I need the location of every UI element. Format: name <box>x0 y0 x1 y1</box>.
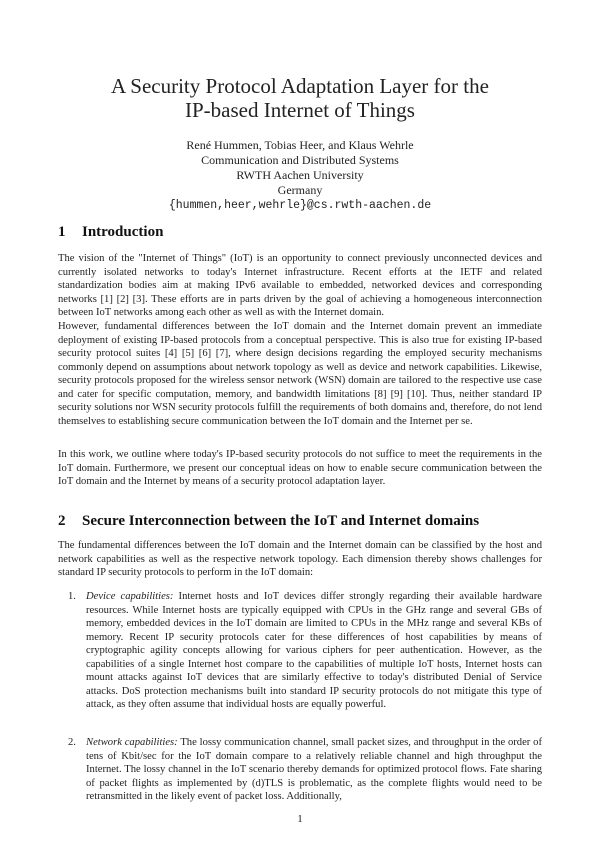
list-marker: 1. <box>68 591 76 602</box>
section-2-title: Secure Interconnection between the IoT and Internet domains <box>82 513 480 529</box>
section-1-heading <box>58 223 163 241</box>
author-email: {hummen,heer,wehrle}@cs.rwth-aachen.de <box>168 199 432 212</box>
section-2-heading <box>58 512 479 530</box>
author-university: RWTH Aachen University <box>236 168 364 182</box>
section-1-number: 1 <box>58 224 66 240</box>
page-number: 1 <box>297 813 303 825</box>
list-item-network-capabilities <box>68 736 542 804</box>
list-item-term: Network capabilities: <box>86 737 178 748</box>
list-item-text: Internet hosts and IoT devices differ strongly regarding their available hardware resources. While Internet hosts are typically equipped with CPUs in the GHz range and several GBs of memory, embedded devices in the IoT domain are limited to CPUs in the MHz range and several KBs of memory. Recent IP security protocols cater for these differences of host capabilities by means of cryptographic agility concepts allowing for various ciphers for peer authentication. However, as the capabilities of a single Internet host compare to the capabilities of multiple IoT hosts, Internet hosts can mount attacks against IoT devices that are similarly effective to today's distributed Denial of Service attacks. DoS protection mechanisms built into standard IP security protocols do not mitigate this type of attack, as they often assume that individual hosts are equally powerful. <box>86 591 542 711</box>
author-names: René Hummen, Tobias Heer, and Klaus Wehrle <box>186 138 414 152</box>
list-item-text: The lossy communication channel, small packet sizes, and throughput in the order of tens of Kbit/sec for the IoT domain compare to a relatively reliable channel and high throughput the Internet. The lossy channel in the IoT scenario thereby demands for optimized protocol flows. Fate sharing of packet flights as implemented by (d)TLS is problematic, as the complete flights would need to be retransmitted in the likely event of packet loss. Additionally, <box>86 737 542 803</box>
section-2-number: 2 <box>58 513 66 529</box>
list-marker: 2. <box>68 737 76 748</box>
author-country: Germany <box>277 183 323 197</box>
section-1-title: Introduction <box>82 224 164 240</box>
intro-paragraph-3: In this work, we outline where today's IP-based security protocols do not suffice to meet the requirements in the IoT domain. Furthermore, we present our conceptual ideas on how to enable secure communication between the IoT domain and the Internet by means of a security protocol adaptation layer. <box>58 449 542 488</box>
list-item-term: Device capabilities: <box>86 591 174 602</box>
intro-paragraph-2: However, fundamental differences between the IoT domain and the Internet domain prevent an immediate deployment of existing IP-based protocols from a conceptual perspective. This is also true for existing IP-based security protocol suites [4] [5] [6] [7], where design decisions regarding the employed security mechanisms commonly depend on assumptions about network topology as well as device and network capabilities. Likewise, security protocols proposed for the wireless sensor network (WSN) domain are tailored to the respective use case and cater for specific computation, memory, and bandwidth limitations [8] [9] [10]. Thus, neither standard IP security solutions nor WSN security protocols fulfill the requirements of both domains and, therefore, do not lend themselves to establishing secure communication between the IoT domain and the Internet per se. <box>58 321 542 427</box>
author-group: Communication and Distributed Systems <box>201 153 399 167</box>
section-2-intro: The fundamental differences between the IoT domain and the Internet domain can be classified by the host and network capabilities as well as the respective network topology. Each dimension thereby shows challenges for standard IP security protocols to perform in the IoT domain: <box>58 540 542 579</box>
list-item-device-capabilities <box>68 590 542 712</box>
paper-title-line-2: IP-based Internet of Things <box>185 98 415 122</box>
intro-paragraph-1: The vision of the "Internet of Things" (IoT) is an opportunity to connect previously unconnected devices and currently isolated networks to today's Internet infrastructure. Recent efforts at the IETF and related standardization bodies aim at making IPv6 available to embedded, networked devices and corresponding networks [1] [2] [3]. These efforts are in parts driven by the goal of achieving a homogeneous interconnection between IoT networks among each other as well as with the Internet domain. <box>58 253 542 319</box>
paper-title-line-1: A Security Protocol Adaptation Layer for the <box>111 74 489 98</box>
